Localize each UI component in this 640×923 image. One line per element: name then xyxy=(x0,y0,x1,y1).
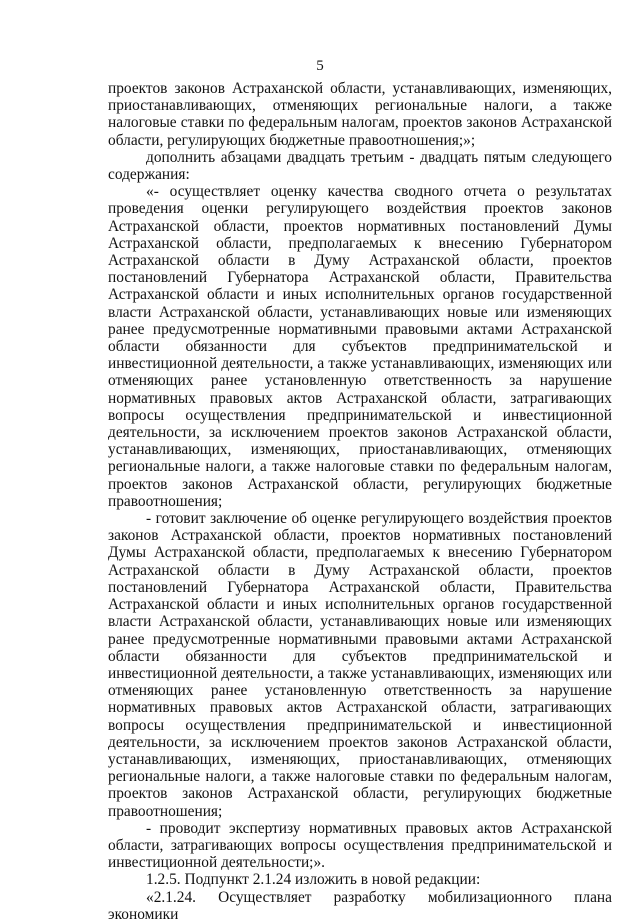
paragraph-amendment-intro: дополнить абзацами двадцать третьим - двадцать пятым следующего содержания: xyxy=(108,148,612,184)
paragraph-impact-conclusion: - готовит заключение об оценке регулирующего воздействия проектов законов Астраханской области, проектов нормативных постановлений Думы Астраханской области, предполагаемых к внесению Губернатором Астраханской области в Думу Астраханской области, проектов постановлений Губернатора Астраханской области, Правительства Астраханской области и иных исполнительных органов государственной власти Астраханской области, устанавливающих новые или изменяющих ранее предусмотренные нормативными правовыми актами Астраханской области обязанности для субъектов предпринимательской и инвестиционной деятельности, а также устанавливающих, изменяющих или отменяющих ранее установленную ответственность за нарушение нормативных правовых актов Астраханской области, затрагивающих вопросы осуществления предпринимательской и инвестиционной деятельности, за исключением проектов законов Астраханской области, устанавливающих, изменяющих, приостанавливающих, отменяющих региональные налоги, а также налоговые ставки по федеральным налогам, проектов законов Астраханской области, регулирующих бюджетные правоотношения; xyxy=(108,510,612,820)
paragraph-quality-assessment: «- осуществляет оценку качества сводного отчета о результатах проведения оценки регулирующего воздействия проектов законов Астраханской области, проектов нормативных постановлений Думы Астраханской области, предполагаемых к внесению Губернатором Астраханской области в Думу Астраханской области, проектов постановлений Губернатора Астраханской области, Правительства Астраханской области и иных исполнительных органов государственной власти Астраханской области, устанавливающих новые или изменяющих ранее предусмотренные нормативными правовыми актами Астраханской области обязанности для субъектов предпринимательской и инвестиционной деятельности, а также устанавливающих, изменяющих или отменяющих ранее установленную ответственность за нарушение нормативных правовых актов Астраханской области, затрагивающих вопросы осуществления предпринимательской и инвестиционной деятельности, за исключением проектов законов Астраханской области, устанавливающих, изменяющих, приостанавливающих, отменяющих региональные налоги, а также налоговые ставки по федеральным налогам, проектов законов Астраханской области, регулирующих бюджетные правоотношения; xyxy=(108,183,612,510)
paragraph-subclause-1-2-5: 1.2.5. Подпункт 2.1.24 изложить в новой редакции: xyxy=(146,871,481,889)
document-body xyxy=(108,80,612,923)
page-number: 5 xyxy=(316,58,324,74)
paragraph-subclause-2-1-24: «2.1.24. Осуществляет разработку мобилизационного плана экономики xyxy=(108,888,612,923)
paragraph-expert-review: - проводит экспертизу нормативных правовых актов Астраханской области, затрагивающих вопросы осуществления предпринимательской и инвестиционной деятельности;». xyxy=(108,819,612,872)
paragraph-continuation: проектов законов Астраханской области, устанавливающих, изменяющих, приостанавливающих, отменяющих региональные налоги, а также налоговые ставки по федеральным налогам, проектов законов Астраханской области, регулирующих бюджетные правоотношения;»; xyxy=(108,80,612,149)
